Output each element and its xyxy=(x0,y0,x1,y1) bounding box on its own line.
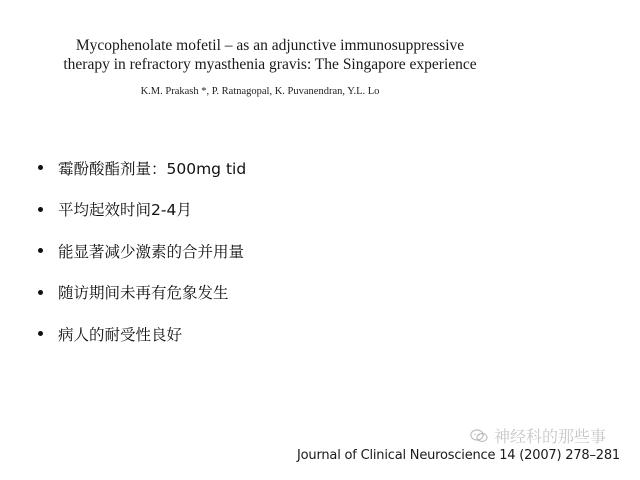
bullet-text: 随访期间未再有危象发生 xyxy=(58,284,229,303)
paper-title xyxy=(40,36,500,74)
bullet-item xyxy=(38,313,246,355)
bullet-dot-icon xyxy=(38,248,43,253)
bullet-item xyxy=(38,272,246,314)
bullet-dot-icon xyxy=(38,290,43,295)
bullet-dot-icon xyxy=(38,165,43,170)
bullet-text: 病人的耐受性良好 xyxy=(58,325,183,344)
bullet-list xyxy=(38,147,246,355)
bullet-text: 平均起效时间2-4月 xyxy=(58,201,192,220)
bullet-text: 能显著减少激素的合并用量 xyxy=(58,242,245,261)
watermark xyxy=(470,424,606,447)
bullet-item xyxy=(38,189,246,231)
wechat-logo-icon xyxy=(470,429,488,443)
bullet-dot-icon xyxy=(38,331,43,336)
paper-title-line-2: therapy in refractory myasthenia gravis: The Singapore experience xyxy=(63,56,477,73)
paper-title-line-1: Mycophenolate mofetil – as an adjunctive immunosuppressive xyxy=(75,37,465,54)
watermark-text: 神经科的那些事 xyxy=(494,427,607,446)
citation: Journal of Clinical Neuroscience 14 (2007) 278–281 xyxy=(297,448,620,463)
bullet-item xyxy=(38,147,246,189)
bullet-dot-icon xyxy=(38,207,43,212)
bullet-text: 霉酚酸酯剂量：500mg tid xyxy=(58,159,247,178)
paper-authors: K.M. Prakash *, P. Ratnagopal, K. Puvanendran, Y.L. Lo xyxy=(140,86,380,97)
bullet-item xyxy=(38,230,246,272)
